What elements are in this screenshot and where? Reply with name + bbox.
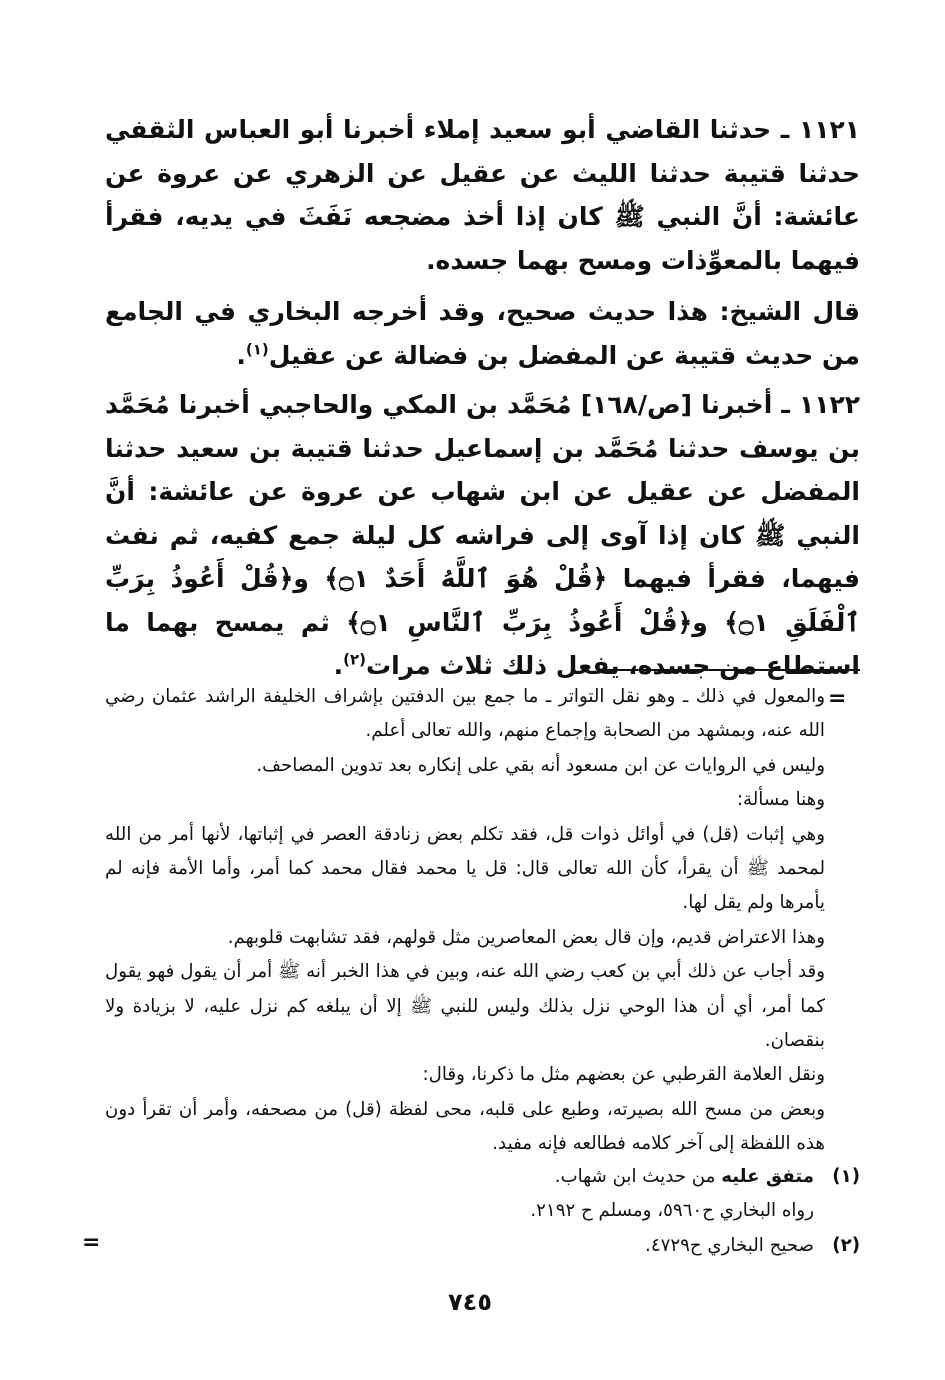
footnote-list: [105, 1160, 860, 1263]
page-number: ٧٤٥: [448, 1288, 492, 1316]
footnote-ref-1[interactable]: (١): [245, 340, 269, 359]
footnote-body: [105, 1229, 814, 1263]
footnote-2: [105, 1229, 860, 1263]
hadith-text: ـ حدثنا القاضي أبو سعيد إملاء أخبرنا أبو العباس الثقفي حدثنا قتيبة حدثنا الليث عن عقيل عن الزهري عن عروة عن عائشة: أنَّ النبي ﷺ كان إذا أخذ مضجعه نَفَثَ في يديه، فقرأ فيهما بالمعوِّذات ومسح بهما جسده.: [105, 115, 860, 275]
footnote-paragraph: ونقل العلامة القرطبي عن بعضهم مثل ما ذكرنا، وقال:: [422, 1064, 825, 1086]
footnote-continuation: [105, 680, 825, 1162]
footnote-number: (١): [832, 1166, 860, 1187]
hadith-1121: [105, 108, 860, 282]
main-text: [105, 108, 860, 696]
sheikh-text: قال الشيخ: هذا حديث صحيح، وقد أخرجه البخاري في الجامع من حديث قتيبة عن المفضل بن فضالة عن عقيل: [105, 297, 860, 370]
footnote-1: [105, 1160, 860, 1229]
footnote-text: صحيح البخاري ح٤٧٢٩.: [645, 1234, 814, 1256]
hadith-1122: ١١٢٢ ـ أخبرنا [ص/١٦٨] مُحَمَّد بن المكي والحاجبي أخبرنا مُحَمَّد بن يوسف حدثنا مُحَمَّد بن إسماعيل حدثنا قتيبة بن سعيد حدثنا المفضل عن عقيل عن ابن شهاب عن عروة عن عائشة: أنَّ النبي ﷺ كان إذا آوى إلى فراشه كل ليلة جمع كفيه، ثم نفث فيهما، فقرأ فيهما ﴿قُلْ هُوَ ٱللَّهُ أَحَدٌ ۝١﴾ و﴿قُلْ أَعُوذُ بِرَبِّ ٱلْفَلَقِ ۝١﴾ و﴿قُلْ أَعُوذُ بِرَبِّ ٱلنَّاسِ ۝١﴾ ثم يمسح بهما ما استطاع من جسده، يفعل ذلك ثلاث مرات$^{(٢)}$.: [105, 390, 861, 680]
footnote-ref-2[interactable]: (٢): [343, 650, 366, 669]
footnote-paragraph: وقد أجاب عن ذلك أبي بن كعب رضي الله عنه، وبين في هذا الخبر أنه ﷺ أمر أن يقول فهو يقول كما أمر، أي أن هذا الوحي نزل بذلك وليس للنبي ﷺ إلا أن يبلغه كم نزل عليه، لا بزيادة ولا بنقصان.: [105, 961, 825, 1052]
footnote-paragraph: وهنا مسألة:: [736, 789, 825, 811]
footnote-bold: متفق عليه: [721, 1166, 814, 1187]
footnote-paragraph: وبعض من مسح الله بصيرته، وطبع على قلبه، محى لفظة (قل) من مصحفه، وأمر أن تقرأ دون هذه اللفظة إلى آخر كلامه فطالعه فإنه مفيد.: [105, 1098, 825, 1155]
footnote-text-line2: رواه البخاري ح٥٩٦٠، ومسلم ح ٢١٩٢.: [530, 1200, 814, 1222]
hadith-text: ـ أخبرنا [ص/١٦٨] مُحَمَّد بن المكي والحاجبي أخبرنا مُحَمَّد بن يوسف حدثنا مُحَمَّد بن إسماعيل حدثنا قتيبة بن سعيد حدثنا المفضل عن عقيل عن ابن شهاب عن عروة عن عائشة: أنَّ النبي ﷺ كان إذا آوى إلى فراشه كل ليلة جمع كفيه، ثم نفث فيهما، فقرأ فيهما ﴿قُلْ هُوَ ٱللَّهُ أَحَدٌ ۝١﴾ و﴿قُلْ أَعُوذُ بِرَبِّ ٱلْفَلَقِ ۝١﴾ و﴿قُلْ أَعُوذُ بِرَبِّ ٱلنَّاسِ ۝١﴾ ثم يمسح بهما ما استطاع من جسده، يفعل ذلك ثلاث مرات: [105, 390, 861, 680]
footnote-number: (٢): [832, 1234, 860, 1256]
footnote-continuation-marker: =: [828, 686, 847, 711]
footnote-paragraph: وليس في الروايات عن ابن مسعود أنه بقي على إنكاره بعد تدوين المصاحف.: [256, 754, 825, 776]
hadith-number: ١١٢٢: [798, 390, 860, 419]
footnote-body: [105, 1160, 814, 1229]
footnote-divider: [598, 669, 860, 671]
footnote-paragraph: وهذا الاعتراض قديم، وإن قال بعض المعاصرين مثل قولهم، فقد تشابهت قلوبهم.: [227, 926, 825, 948]
sheikh-comment: قال الشيخ: هذا حديث صحيح، وقد أخرجه البخاري في الجامع من حديث قتيبة عن المفضل بن فضالة عن عقيل$^{(١)}$.: [105, 297, 860, 370]
footnote-paragraph: وهي إثبات (قل) في أوائل ذوات قل، فقد تكلم بعض زنادقة العصر في إثباتها، لأنها أمر من الله لمحمد ﷺ أن يقرأ، كأن الله تعالى قال: قل يا محمد فقال محمد كما أمر، وأما الأمة فإنه لم يأمرها ولم يقل لها.: [105, 823, 825, 914]
footnote-paragraph: والمعول في ذلك ـ وهو نقل التواتر ـ ما جمع بين الدفتين بإشراف الخليفة الراشد عثمان رضي الله عنه، وبمشهد من الصحابة وإجماع منهم، والله تعالى أعلم.: [105, 686, 825, 742]
hadith-number: ١١٢١: [798, 115, 860, 144]
footnote-end-marker: =: [82, 1230, 101, 1255]
footnote-text: من حديث ابن شهاب.: [554, 1166, 716, 1187]
